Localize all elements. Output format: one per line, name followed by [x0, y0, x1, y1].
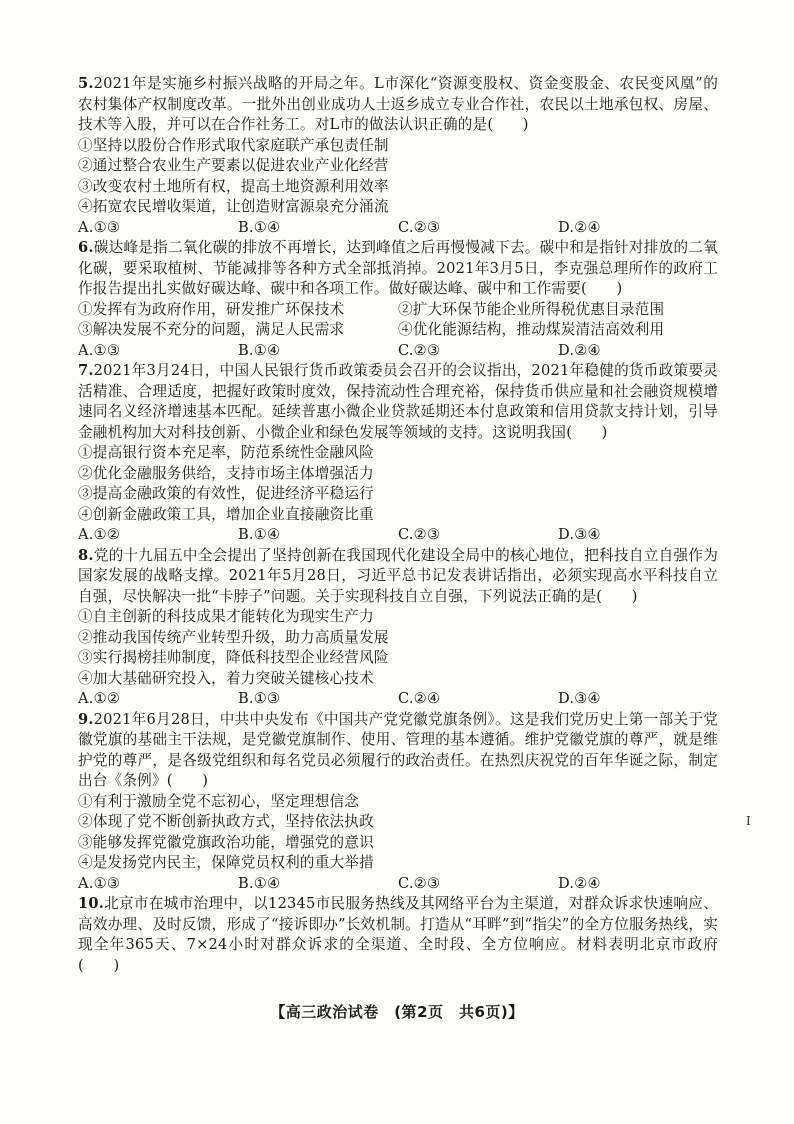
statement-option: ①坚持以股份合作形式取代家庭联产承包责任制 [78, 136, 389, 154]
question-5 [78, 74, 718, 238]
statement-option: ④是发扬党内民主，保障党员权利的重大举措 [78, 854, 374, 871]
choice-d: D.②④ [558, 874, 601, 892]
choice-a: A.①② [78, 690, 121, 707]
question-stem [78, 74, 718, 136]
question-text: 北京市在城市治理中，以12345市民服务热线及其网络平台为主渠道，对群众诉求快速响应、高效办理、及时反馈，形成了“接诉即办”长效机制。打造从“耳畔”到“指尖”的全方位服务热线，实现全年365天、7×24小时对群众诉求的全渠道、全时段、全方位响应。材料表明北京市政府( ) [78, 895, 718, 974]
question-text: 碳达峰是指二氧化碳的排放不再增长，达到峰值之后再慢慢减下去。碳中和是指针对排放的二氧化碳，要采取植树、节能减排等各种方式全部抵消掉。2021年3月5日，李克强总理所作的政府工作报告提出扎实做好碳达峰、碳中和各项工作。做好碳达峰、碳中和工作需要( ) [78, 239, 718, 297]
choice-a: A.①③ [78, 874, 121, 892]
statement-option: ③能够发挥党徽党旗政治功能，增强党的意识 [78, 833, 374, 851]
statement-option: ②推动我国传统产业转型升级，助力高质量发展 [78, 628, 389, 646]
question-6 [78, 238, 718, 361]
choice-b: B.①④ [238, 526, 281, 543]
statement-option: ②体现了党不断创新执政方式，坚持依法执政 [78, 813, 374, 830]
questions-area [78, 74, 718, 976]
choice-d: D.③④ [558, 690, 601, 707]
choice-a: A.①③ [78, 341, 121, 359]
statement-option: ④优化能源结构，推动煤炭清洁高效利用 [398, 321, 665, 338]
choice-c: C.②③ [398, 218, 441, 236]
question-10 [78, 894, 718, 976]
statement-option: ③实行揭榜挂帅制度，降低科技型企业经营风险 [78, 649, 389, 666]
choice-a: A.①② [78, 526, 121, 543]
question-number: 10. [78, 895, 104, 912]
choice-c: C.②③ [398, 874, 441, 892]
statement-row [78, 320, 718, 341]
statement-option: ④创新金融政策工具，增加企业直接融资比重 [78, 505, 374, 523]
statement-option: ②优化金融服务供给，支持市场主体增强活力 [78, 464, 374, 482]
choice-c: C.②③ [398, 341, 441, 359]
question-stem [78, 361, 718, 443]
answer-choices [78, 525, 718, 546]
choice-c: C.②③ [398, 526, 441, 543]
question-stem [78, 894, 718, 976]
choice-a: A.①③ [78, 218, 121, 236]
question-number: 6. [78, 239, 94, 256]
question-number: 5. [78, 75, 94, 92]
question-number: 7. [78, 362, 94, 379]
statement-option: ①自主创新的科技成果才能转化为现实生产力 [78, 608, 374, 625]
question-stem [78, 238, 718, 300]
statement-option: ①有利于激励全党不忘初心，坚定理想信念 [78, 792, 360, 810]
answer-choices [78, 341, 718, 362]
statement-option: ③改变农村土地所有权，提高土地资源利用效率 [78, 177, 389, 195]
choice-b: B.①④ [238, 341, 281, 359]
statement-option: ③提高金融政策的有效性，促进经济平稳运行 [78, 485, 374, 502]
page-footer: 【高三政治试卷 (第2页 共6页)】 [270, 1003, 524, 1021]
choice-b: B.①③ [238, 690, 281, 707]
statement-option: ③解决发展不充分的问题，满足人民需求 [78, 321, 345, 338]
statement-option: ④加大基础研究投入，着力突破关键核心技术 [78, 669, 374, 687]
question-text: 2021年是实施乡村振兴战略的开局之年。L市深化“资源变股权、资金变股金、农民变风凰”的农村集体产权制度改革。一批外出创业成功人士返乡成立专业合作社，农民以土地承包权、房屋、技术等入股，并可以在合作社务工。对L市的做法认识正确的是( ) [78, 75, 718, 133]
statement-row [78, 300, 718, 321]
question-9 [78, 710, 718, 895]
question-stem [78, 710, 718, 792]
margin-mark: I [746, 814, 751, 828]
answer-choices [78, 874, 718, 895]
question-text: 2021年3月24日，中国人民银行货币政策委员会召开的会议指出，2021年稳健的货币政策要灵活精准、合理适度，把握好政策时度效，保持流动性合理充裕，保持货币供应量和社会融资规模增速同名义经济增速基本匹配。延续普惠小微企业贷款延期还本付息政策和信用贷款支持计划，引导金融机构加大对科技创新、小微企业和绿色发展等领域的支持。这说明我国( ) [78, 362, 718, 441]
statement-option: ②扩大环保节能企业所得税优惠目录范围 [398, 300, 665, 318]
answer-choices [78, 689, 718, 710]
question-number: 9. [78, 710, 94, 728]
statement-option: ②通过整合农业生产要素以促进农业产业化经营 [78, 157, 389, 174]
statement-option: ①发挥有为政府作用，研发推广环保技术 [78, 300, 345, 318]
choice-d: D.②④ [558, 218, 601, 236]
choice-c: C.②④ [398, 690, 441, 707]
choice-d: D.③④ [558, 526, 601, 543]
question-text: 党的十九届五中全会提出了坚持创新在我国现代化建设全局中的核心地位，把科技自立自强作为国家发展的战略支撑。2021年5月28日，习近平总书记发表讲话指出，必须实现高水平科技自立自强，尽快解决一批“卡脖子”问题。关于实现科技自立自强，下列说法正确的是( ) [78, 546, 718, 605]
statement-option: ④拓宽农民增收渠道，让创造财富源泉充分涌流 [78, 198, 389, 215]
question-8 [78, 546, 718, 710]
question-text: 2021年6月28日，中共中央发布《中国共产党党徽党旗条例》。这是我们党历史上第一部关于党徽党旗的基础主干法规，是党徽党旗制作、使用、管理的基本遵循。维护党徽党旗的尊严，就是维护党的尊严，是各级党组织和每名党员必须履行的政治责任。在热烈庆祝党的百年华诞之际，制定出台《条例》( ) [78, 710, 718, 789]
answer-choices [78, 218, 718, 239]
choice-b: B.①④ [238, 218, 281, 236]
question-stem [78, 546, 718, 608]
question-number: 8. [78, 546, 94, 564]
question-7 [78, 361, 718, 546]
choice-b: B.①④ [238, 874, 281, 892]
statement-option: ①提高银行资本充足率，防范系统性金融风险 [78, 444, 374, 461]
choice-d: D.②④ [558, 341, 601, 359]
